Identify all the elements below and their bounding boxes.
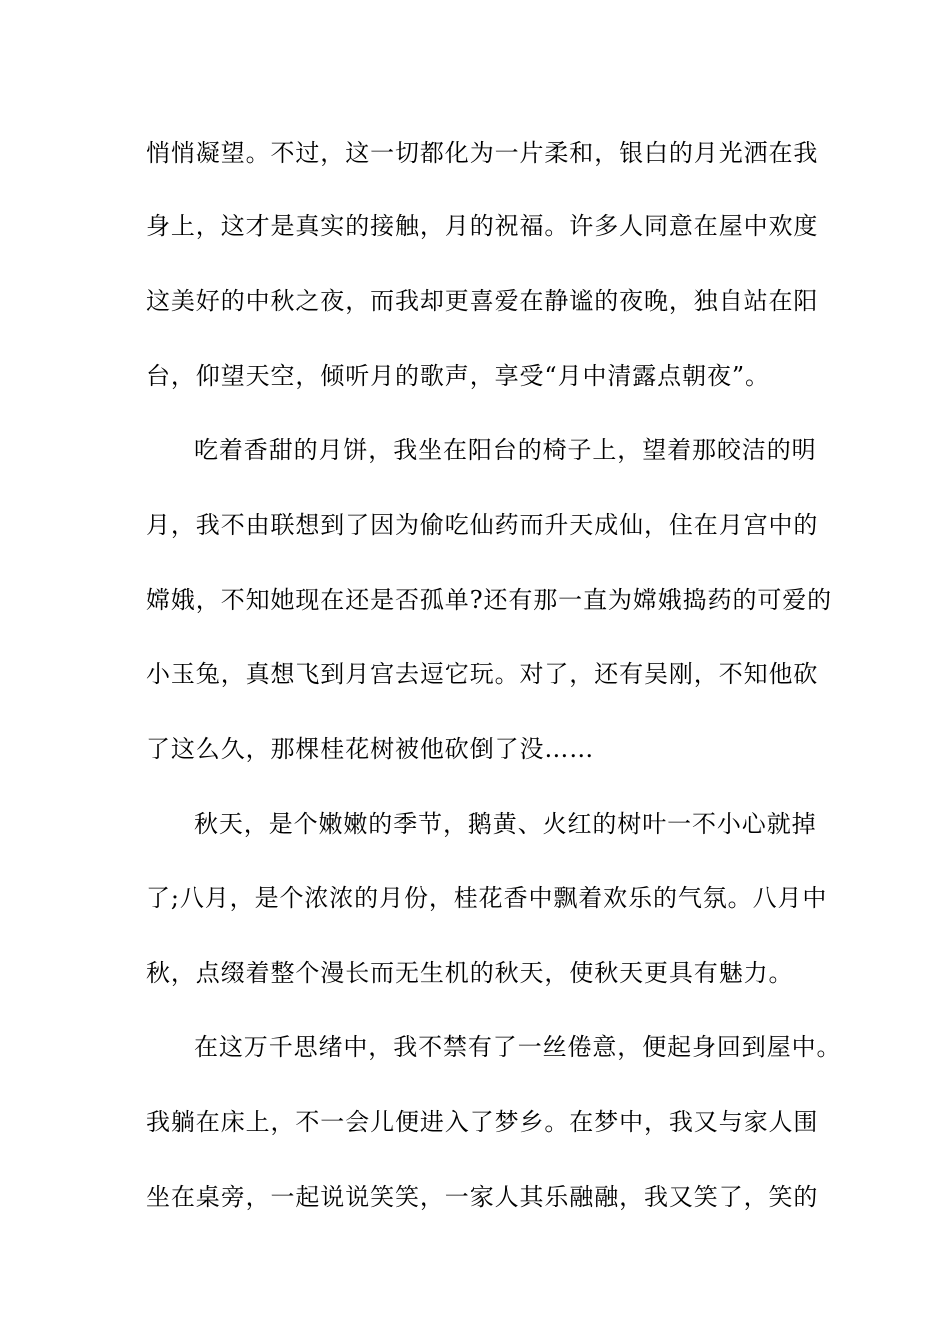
text-line: 悄悄凝望。不过，这一切都化为一片柔和，银白的月光洒在我 <box>146 139 819 167</box>
text-line: 小玉兔，真想飞到月宫去逗它玩。对了，还有吴刚，不知他砍 <box>146 660 819 688</box>
text-line: 我躺在床上，不一会儿便进入了梦乡。在梦中，我又与家人围 <box>146 1108 819 1136</box>
text-line: 台，仰望天空，倾听月的歌声，享受“月中清露点朝夜”。 <box>146 362 770 390</box>
text-line: 秋，点缀着整个漫长而无生机的秋天，使秋天更具有魅力。 <box>146 959 794 987</box>
text-line: 嫦娥，不知她现在还是否孤单?还有那一直为嫦娥捣药的可爱的 <box>146 586 833 614</box>
paragraph-first-line: 吃着香甜的月饼，我坐在阳台的椅子上，望着那皎洁的明 <box>194 436 817 464</box>
text-line: 了;八月，是个浓浓的月份，桂花香中飘着欢乐的气氛。八月中 <box>146 884 828 912</box>
text-line: 身上，这才是真实的接触，月的祝福。许多人同意在屋中欢度 <box>146 212 819 240</box>
text-line: 了这么久，那棵桂花树被他砍倒了没…… <box>146 735 595 763</box>
paragraph-first-line: 在这万千思绪中，我不禁有了一丝倦意，便起身回到屋中。 <box>194 1033 842 1061</box>
paragraph-first-line: 秋天，是个嫩嫩的季节，鹅黄、火红的树叶一不小心就掉 <box>194 810 817 838</box>
text-line: 这美好的中秋之夜，而我却更喜爱在静谧的夜晚，独自站在阳 <box>146 287 819 315</box>
text-line: 月，我不由联想到了因为偷吃仙药而升天成仙，住在月宫中的 <box>146 511 819 539</box>
text-line: 坐在桌旁，一起说说笑笑，一家人其乐融融，我又笑了，笑的 <box>146 1183 819 1211</box>
